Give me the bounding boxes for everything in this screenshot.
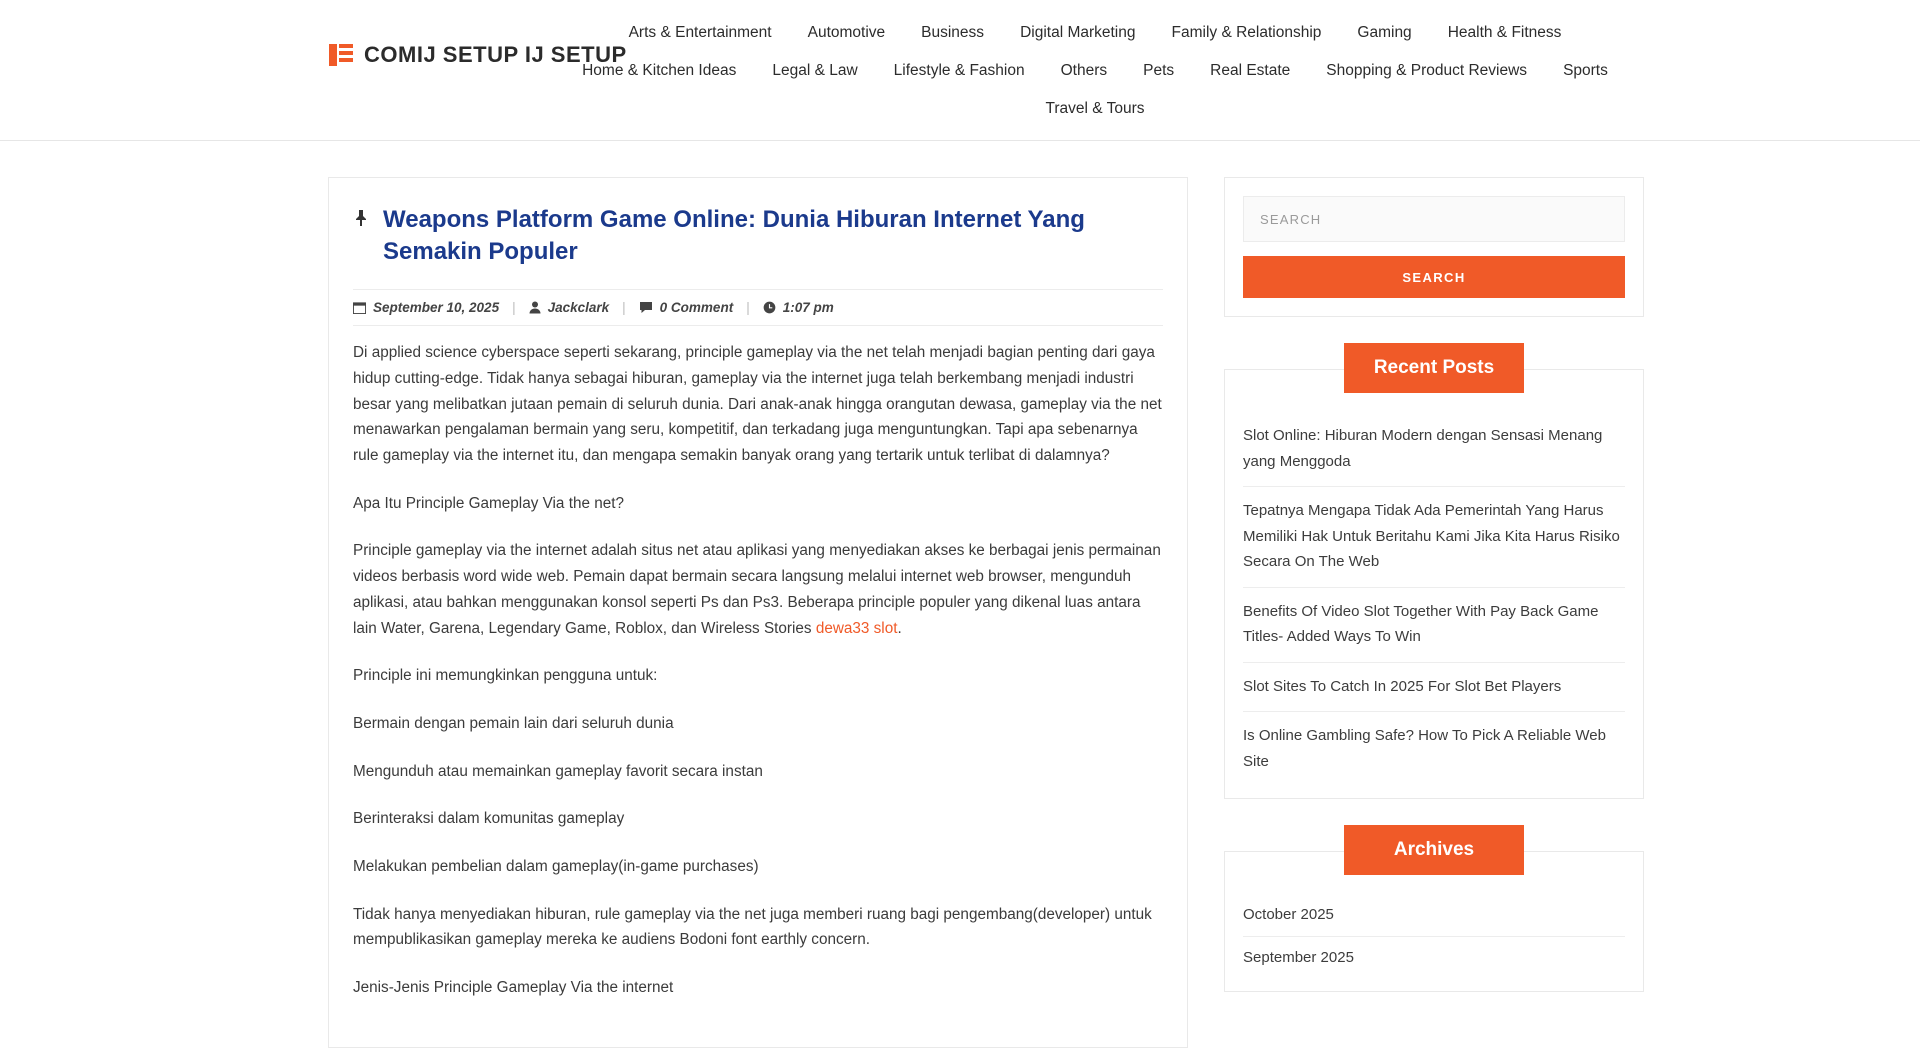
brand-area bbox=[0, 6, 627, 68]
paragraph-bullet-bermain: Bermain dengan pemain lain dari seluruh dunia bbox=[353, 714, 674, 732]
post-time-text: 1:07 pm bbox=[782, 300, 834, 316]
archives-list bbox=[1243, 894, 1625, 979]
nav-row-3 bbox=[330, 90, 1860, 128]
nav-item-others[interactable]: Others bbox=[1060, 62, 1108, 79]
nav-item-digital-marketing[interactable]: Digital Marketing bbox=[1020, 24, 1136, 41]
nav-item-pets[interactable]: Pets bbox=[1143, 62, 1175, 79]
recent-post-link-2[interactable]: Tepatnya Mengapa Tidak Ada Pemerintah Yang Harus Memiliki Hak Untuk Beritahu Kami Jika Kita Harus Risiko Secara On The Web bbox=[1243, 502, 1620, 570]
nav-item-sports[interactable]: Sports bbox=[1563, 62, 1608, 79]
archive-link-october-2025[interactable]: October 2025 bbox=[1243, 906, 1334, 923]
post-date bbox=[353, 300, 499, 315]
nav-item-arts-entertainment[interactable]: Arts & Entertainment bbox=[628, 24, 772, 41]
dewa33-slot-link[interactable]: dewa33 slot bbox=[815, 619, 898, 637]
nav-item-family-relationship[interactable]: Family & Relationship bbox=[1171, 24, 1322, 41]
bookmark-logo-icon bbox=[328, 42, 354, 68]
archives-title: Archives bbox=[1344, 825, 1524, 875]
paragraph-heading-jenis-jenis: Jenis-Jenis Principle Gameplay Via the internet bbox=[353, 979, 674, 997]
nav-item-legal-law[interactable]: Legal & Law bbox=[772, 62, 858, 79]
recent-post-link-1[interactable]: Slot Online: Hiburan Modern dengan Sensasi Menang yang Menggoda bbox=[1243, 427, 1603, 470]
list-item bbox=[1243, 894, 1625, 937]
nav-item-travel-tours[interactable]: Travel & Tours bbox=[1045, 100, 1145, 117]
user-icon bbox=[529, 301, 541, 314]
post-meta bbox=[353, 289, 1163, 326]
nav-row-1 bbox=[330, 14, 1860, 52]
search-widget bbox=[1224, 177, 1644, 317]
paragraph-bullet-pembelian: Melakukan pembelian dalam gameplay(in-game purchases) bbox=[353, 857, 759, 875]
article-container bbox=[328, 177, 1188, 1048]
post-header bbox=[353, 204, 1163, 275]
paragraph-with-link bbox=[353, 538, 1163, 641]
post-date-text: September 10, 2025 bbox=[373, 300, 500, 316]
pin-icon bbox=[353, 209, 369, 232]
nav-item-shopping-product-reviews[interactable]: Shopping & Product Reviews bbox=[1326, 62, 1528, 79]
nav-item-gaming[interactable]: Gaming bbox=[1357, 24, 1412, 41]
clock-icon bbox=[763, 301, 776, 314]
nav-item-lifestyle-fashion[interactable]: Lifestyle & Fashion bbox=[893, 62, 1025, 79]
paragraph-memungkinkan: Principle ini memungkinkan pengguna untuk: bbox=[353, 667, 658, 685]
recent-posts-list bbox=[1243, 412, 1625, 786]
search-input[interactable] bbox=[1243, 196, 1625, 242]
nav-item-business[interactable]: Business bbox=[921, 24, 985, 41]
recent-posts-widget bbox=[1224, 343, 1644, 799]
paragraph-intro: Di applied science cyberspace seperti sekarang, principle gameplay via the net telah menjadi bagian penting dari gaya hidup cutting-edge. Tidak hanya sebagai hiburan, gameplay via the internet juga telah berkembang menjadi industri besar yang melibatkan jutaan pemain di seluruh dunia. Dari anak-anak hingga orangutan dewasa, gameplay via the net menawarkan pengalaman bermain yang seru, kompetitif, dan terkadang juga menguntungkan. Tapi apa sebenarnya rule gameplay via the internet itu, dan mengapa semakin banyak orang yang tertarik untuk terlibat di dalamnya? bbox=[353, 344, 1162, 465]
nav-item-health-fitness[interactable]: Health & Fitness bbox=[1447, 24, 1562, 41]
paragraph-link-before: Principle gameplay via the internet adalah situs net atau aplikasi yang menyediakan akses ke berbagai jenis permainan videos berbasis word wide web. Pemain dapat bermain secara langsung melalui internet web browser, mengunduh aplikasi, atau bahkan menggunakan konsol seperti Ps dan Ps3. Beberapa principle populer yang dikenal luas antara lain Water, Garena, Legendary Game, Roblox, dan Wireless Stories bbox=[353, 542, 1161, 637]
recent-post-link-3[interactable]: Benefits Of Video Slot Together With Pay Back Game Titles- Added Ways To Win bbox=[1243, 602, 1599, 645]
list-item bbox=[1243, 663, 1625, 713]
recent-posts-title: Recent Posts bbox=[1344, 343, 1524, 393]
paragraph-tidak-hanya: Tidak hanya menyediakan hiburan, rule gameplay via the net juga memberi ruang bagi pengembang(developer) untuk mempublikasikan gameplay mereka ke audiens Bodoni font earthly concern. bbox=[353, 905, 1152, 949]
post-body bbox=[353, 326, 1163, 1000]
paragraph-bullet-berinteraksi: Berinteraksi dalam komunitas gameplay bbox=[353, 810, 625, 828]
paragraph-heading-apa-itu: Apa Itu Principle Gameplay Via the net? bbox=[353, 494, 624, 512]
nav-item-automotive[interactable]: Automotive bbox=[807, 24, 886, 41]
search-button[interactable]: SEARCH bbox=[1243, 256, 1625, 298]
sidebar bbox=[1224, 177, 1644, 1018]
paragraph-link-after: . bbox=[897, 619, 902, 637]
recent-post-link-4[interactable]: Slot Sites To Catch In 2025 For Slot Bet Players bbox=[1243, 677, 1562, 695]
list-item bbox=[1243, 412, 1625, 487]
recent-post-link-5[interactable]: Is Online Gambling Safe? How To Pick A Reliable Web Site bbox=[1243, 727, 1606, 770]
meta-separator-1: | bbox=[512, 300, 516, 316]
list-item bbox=[1243, 487, 1625, 588]
meta-separator-2: | bbox=[622, 300, 626, 316]
archives-widget bbox=[1224, 825, 1644, 992]
nav-item-home-kitchen-ideas[interactable]: Home & Kitchen Ideas bbox=[582, 62, 737, 79]
post-time bbox=[763, 300, 834, 315]
calendar-icon bbox=[353, 301, 366, 314]
content-wrapper bbox=[0, 141, 1920, 1048]
post-author bbox=[529, 300, 610, 315]
nav-row-2 bbox=[330, 52, 1860, 90]
nav-item-real-estate[interactable]: Real Estate bbox=[1210, 62, 1291, 79]
archive-link-september-2025[interactable]: September 2025 bbox=[1243, 949, 1354, 966]
post-comments-text: 0 Comment bbox=[659, 300, 734, 316]
brand-name: COMIJ SETUP IJ SETUP bbox=[364, 42, 627, 67]
post-comments bbox=[639, 300, 734, 315]
site-header bbox=[0, 0, 1920, 141]
list-item bbox=[1243, 712, 1625, 786]
main-navigation bbox=[330, 6, 1920, 128]
list-item bbox=[1243, 588, 1625, 663]
paragraph-bullet-mengunduh: Mengunduh atau memainkan gameplay favorit secara instan bbox=[353, 762, 763, 780]
post-author-text[interactable]: Jackclark bbox=[547, 300, 610, 316]
page-title: Weapons Platform Game Online: Dunia Hiburan Internet Yang Semakin Populer bbox=[383, 206, 1085, 265]
comment-icon bbox=[639, 301, 653, 314]
list-item bbox=[1243, 937, 1625, 979]
meta-separator-3: | bbox=[746, 300, 750, 316]
